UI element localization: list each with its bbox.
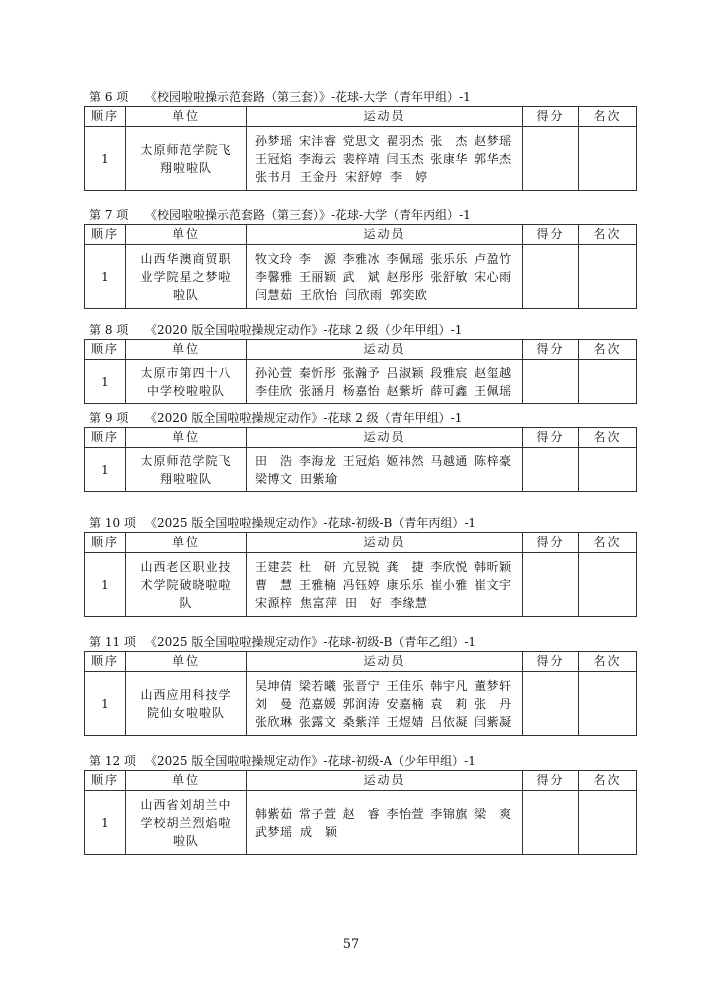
athlete-line — [255, 713, 518, 731]
header-rank: 名次 — [579, 340, 637, 360]
athletes-cell — [247, 360, 523, 404]
athlete-name: 薛可鑫 — [430, 383, 468, 398]
athlete-line — [255, 132, 518, 150]
athlete-name: 张康华 — [430, 151, 468, 166]
athlete-name: 崔小雅 — [430, 577, 468, 592]
header-seq: 顺序 — [85, 771, 126, 791]
athlete-name: 张舒敏 — [430, 269, 468, 284]
table-row — [85, 245, 637, 309]
rank-cell — [579, 448, 637, 492]
athlete-line — [255, 558, 518, 576]
athlete-name: 姬祎然 — [386, 453, 424, 468]
seq-cell: 1 — [85, 127, 126, 191]
header-row — [85, 340, 637, 360]
event-number: 第 7 项 — [89, 208, 129, 222]
athlete-name: 张欣琳 — [255, 714, 293, 729]
athlete-name: 梁若曦 — [298, 678, 337, 693]
seq-cell: 1 — [85, 672, 126, 736]
athlete-name: 袁 莉 — [430, 696, 468, 711]
header-athletes: 运动员 — [247, 771, 523, 791]
athlete-name: 杜 研 — [298, 559, 337, 574]
athlete-name: 成 颖 — [300, 824, 338, 839]
athlete-name: 孙梦瑶 — [255, 133, 293, 148]
athletes-cell — [247, 553, 523, 617]
event-name: 《2020 版全国啦啦操规定动作》-花球 2 级（青年甲组）-1 — [145, 411, 463, 425]
results-table — [84, 651, 637, 736]
athlete-name: 王冠焰 — [255, 151, 293, 166]
event-title — [84, 206, 636, 224]
header-row — [85, 533, 637, 553]
athlete-name: 崔文宇 — [474, 577, 512, 592]
header-row — [85, 652, 637, 672]
results-table — [84, 106, 637, 191]
seq-cell: 1 — [85, 791, 126, 855]
athlete-name: 宋心雨 — [474, 269, 512, 284]
header-unit: 单位 — [126, 107, 247, 127]
athlete-name: 冯钰婷 — [342, 577, 381, 592]
athlete-name: 李海云 — [298, 151, 337, 166]
unit-cell: 太原师范学院飞翔啦啦队 — [126, 448, 247, 492]
athlete-name: 张瀚予 — [342, 365, 381, 380]
event-section — [84, 88, 636, 191]
header-athletes: 运动员 — [247, 225, 523, 245]
athlete-name: 田紫瑜 — [300, 471, 338, 486]
athlete-name: 赵紫圻 — [386, 383, 424, 398]
header-athletes: 运动员 — [247, 428, 523, 448]
header-rank: 名次 — [579, 107, 637, 127]
header-seq: 顺序 — [85, 428, 126, 448]
athlete-name: 亢昱锐 — [342, 559, 381, 574]
athlete-name: 康乐乐 — [386, 577, 424, 592]
athlete-name: 李缘慧 — [390, 595, 428, 610]
header-score: 得分 — [523, 225, 579, 245]
event-title — [84, 752, 636, 770]
athlete-line — [255, 250, 518, 268]
unit-cell: 太原师范学院飞翔啦啦队 — [126, 127, 247, 191]
athlete-name: 宋沣睿 — [298, 133, 337, 148]
table-row — [85, 553, 637, 617]
header-rank: 名次 — [579, 771, 637, 791]
athlete-name: 张乐乐 — [430, 251, 468, 266]
header-score: 得分 — [523, 652, 579, 672]
event-name: 《2025 版全国啦啦操规定动作》-花球-初级-A（少年甲组）-1 — [145, 754, 476, 768]
athlete-line — [255, 805, 518, 823]
athlete-name: 吕依凝 — [430, 714, 468, 729]
athlete-name: 赵彤彤 — [386, 269, 424, 284]
athlete-name: 董梦轩 — [474, 678, 512, 693]
event-number: 第 12 项 — [89, 754, 136, 768]
athlete-line — [255, 677, 518, 695]
results-table — [84, 224, 637, 309]
header-rank: 名次 — [579, 225, 637, 245]
rank-cell — [579, 672, 637, 736]
seq-cell: 1 — [85, 360, 126, 404]
athlete-name: 梁 爽 — [474, 806, 512, 821]
athlete-name: 李欣悦 — [430, 559, 468, 574]
athlete-name: 吴坤倩 — [255, 678, 293, 693]
athlete-name: 马越通 — [430, 453, 468, 468]
athlete-name: 闫慧茹 — [255, 287, 293, 302]
event-name: 《校园啦啦操示范套路（第三套）》-花球-大学（青年丙组）-1 — [145, 208, 471, 222]
athlete-name: 武 斌 — [342, 269, 381, 284]
event-title — [84, 321, 636, 339]
athlete-line — [255, 168, 518, 186]
athlete-name: 王佩瑶 — [474, 383, 512, 398]
event-number: 第 11 项 — [89, 635, 136, 649]
athlete-name: 翟羽杰 — [386, 133, 424, 148]
header-unit: 单位 — [126, 652, 247, 672]
athlete-name: 闫紫凝 — [474, 714, 512, 729]
athletes-cell — [247, 127, 523, 191]
header-row — [85, 225, 637, 245]
athlete-line — [255, 576, 518, 594]
athlete-name: 李海龙 — [298, 453, 337, 468]
unit-cell: 山西老区职业技术学院破晓啦啦队 — [126, 553, 247, 617]
unit-cell: 山西应用科技学院仙女啦啦队 — [126, 672, 247, 736]
event-section — [84, 321, 636, 404]
header-score: 得分 — [523, 533, 579, 553]
results-table — [84, 532, 637, 617]
athlete-name: 张 杰 — [430, 133, 468, 148]
athlete-name: 李佳欣 — [255, 383, 293, 398]
unit-cell: 太原市第四十八中学校啦啦队 — [126, 360, 247, 404]
header-score: 得分 — [523, 340, 579, 360]
event-name: 《2020 版全国啦啦操规定动作》-花球 2 级（少年甲组）-1 — [145, 323, 463, 337]
header-seq: 顺序 — [85, 340, 126, 360]
event-section — [84, 633, 636, 736]
seq-cell: 1 — [85, 448, 126, 492]
athlete-line — [255, 695, 518, 713]
athlete-name: 武梦瑶 — [255, 824, 293, 839]
athlete-name: 秦忻彤 — [298, 365, 337, 380]
event-section — [84, 409, 636, 492]
header-unit: 单位 — [126, 225, 247, 245]
athlete-name: 王煜婧 — [386, 714, 424, 729]
athlete-name: 赵玺越 — [474, 365, 512, 380]
athlete-name: 郭润涛 — [342, 696, 381, 711]
athlete-name: 王欣怡 — [300, 287, 338, 302]
header-unit: 单位 — [126, 771, 247, 791]
header-score: 得分 — [523, 771, 579, 791]
athletes-cell — [247, 791, 523, 855]
header-row — [85, 771, 637, 791]
rank-cell — [579, 245, 637, 309]
table-row — [85, 672, 637, 736]
results-table — [84, 339, 637, 404]
athlete-name: 龚 捷 — [386, 559, 424, 574]
athlete-name: 李馨雅 — [255, 269, 293, 284]
event-section — [84, 206, 636, 309]
event-title — [84, 409, 636, 427]
header-row — [85, 428, 637, 448]
event-number: 第 6 项 — [89, 90, 129, 104]
event-name: 《2025 版全国啦啦操规定动作》-花球-初级-B（青年丙组）-1 — [145, 516, 477, 530]
athlete-name: 宋源梓 — [255, 595, 293, 610]
athlete-name: 李 婷 — [390, 169, 428, 184]
athlete-name: 李雅冰 — [342, 251, 381, 266]
athlete-name: 王丽颖 — [298, 269, 337, 284]
header-row — [85, 107, 637, 127]
athlete-name: 刘 曼 — [255, 696, 293, 711]
page-number: 57 — [342, 937, 360, 952]
athlete-name: 田 好 — [345, 595, 383, 610]
athlete-line — [255, 364, 518, 382]
score-cell — [523, 127, 579, 191]
rank-cell — [579, 360, 637, 404]
rank-cell — [579, 791, 637, 855]
seq-cell: 1 — [85, 245, 126, 309]
results-table — [84, 427, 637, 492]
athlete-name: 赵 睿 — [342, 806, 381, 821]
athlete-name: 王雅楠 — [298, 577, 337, 592]
rank-cell — [579, 553, 637, 617]
athlete-name: 杨嘉怡 — [342, 383, 381, 398]
athlete-name: 王建芸 — [255, 559, 293, 574]
athlete-line — [255, 286, 518, 304]
header-score: 得分 — [523, 107, 579, 127]
athlete-line — [255, 470, 518, 488]
event-name: 《校园啦啦操示范套路（第三套）》-花球-大学（青年甲组）-1 — [145, 90, 471, 104]
header-seq: 顺序 — [85, 533, 126, 553]
event-title — [84, 514, 636, 532]
header-athletes: 运动员 — [247, 340, 523, 360]
athlete-line — [255, 594, 518, 612]
athlete-name: 王金丹 — [300, 169, 338, 184]
athlete-name: 安嘉楠 — [386, 696, 424, 711]
score-cell — [523, 553, 579, 617]
header-seq: 顺序 — [85, 107, 126, 127]
athlete-name: 裴梓靖 — [342, 151, 381, 166]
score-cell — [523, 791, 579, 855]
results-table — [84, 770, 637, 855]
header-unit: 单位 — [126, 533, 247, 553]
athlete-name: 吕淑颖 — [386, 365, 424, 380]
athlete-name: 张书月 — [255, 169, 293, 184]
header-seq: 顺序 — [85, 652, 126, 672]
event-name: 《2025 版全国啦啦操规定动作》-花球-初级-B（青年乙组）-1 — [145, 635, 477, 649]
athlete-name: 赵梦瑶 — [474, 133, 512, 148]
athlete-line — [255, 452, 518, 470]
athlete-name: 宋舒婷 — [345, 169, 383, 184]
athlete-name: 曹 慧 — [255, 577, 293, 592]
athlete-name: 陈梓豪 — [474, 453, 512, 468]
table-row — [85, 791, 637, 855]
table-row — [85, 360, 637, 404]
event-section — [84, 514, 636, 617]
athletes-cell — [247, 448, 523, 492]
athlete-name: 郭华杰 — [474, 151, 512, 166]
table-row — [85, 448, 637, 492]
athlete-name: 韩昕颖 — [474, 559, 512, 574]
athlete-name: 闫欣雨 — [345, 287, 383, 302]
athlete-line — [255, 382, 518, 400]
athlete-name: 段雅宸 — [430, 365, 468, 380]
athlete-line — [255, 268, 518, 286]
athlete-name: 党思文 — [342, 133, 381, 148]
athlete-name: 卢盈竹 — [474, 251, 512, 266]
athlete-name: 李怡萱 — [386, 806, 424, 821]
athlete-name: 张涵月 — [298, 383, 337, 398]
athlete-line — [255, 823, 518, 841]
seq-cell: 1 — [85, 553, 126, 617]
score-cell — [523, 245, 579, 309]
header-score: 得分 — [523, 428, 579, 448]
score-cell — [523, 448, 579, 492]
athlete-line — [255, 150, 518, 168]
unit-cell: 山西省刘胡兰中学校胡兰烈焰啦啦队 — [126, 791, 247, 855]
athlete-name: 张 丹 — [474, 696, 512, 711]
athlete-name: 李佩瑶 — [386, 251, 424, 266]
athlete-name: 郭奕欧 — [390, 287, 428, 302]
event-section — [84, 752, 636, 855]
header-rank: 名次 — [579, 652, 637, 672]
athlete-name: 梁博文 — [255, 471, 293, 486]
header-rank: 名次 — [579, 533, 637, 553]
header-athletes: 运动员 — [247, 533, 523, 553]
athlete-name: 闫玉杰 — [386, 151, 424, 166]
athlete-name: 张晋宁 — [342, 678, 381, 693]
event-number: 第 9 项 — [89, 411, 129, 425]
athletes-cell — [247, 245, 523, 309]
header-athletes: 运动员 — [247, 652, 523, 672]
header-unit: 单位 — [126, 428, 247, 448]
athlete-name: 韩紫茹 — [255, 806, 293, 821]
event-number: 第 8 项 — [89, 323, 129, 337]
athlete-name: 孙沁萱 — [255, 365, 293, 380]
athlete-name: 田 浩 — [255, 453, 293, 468]
athlete-name: 韩宇凡 — [430, 678, 468, 693]
header-athletes: 运动员 — [247, 107, 523, 127]
athlete-name: 桑紫洋 — [342, 714, 381, 729]
table-row — [85, 127, 637, 191]
unit-cell: 山西华澳商贸职业学院星之梦啦啦队 — [126, 245, 247, 309]
score-cell — [523, 360, 579, 404]
athlete-name: 李锦旗 — [430, 806, 468, 821]
event-number: 第 10 项 — [89, 516, 136, 530]
header-unit: 单位 — [126, 340, 247, 360]
athlete-name: 李 源 — [298, 251, 337, 266]
athlete-name: 王冠焰 — [342, 453, 381, 468]
header-rank: 名次 — [579, 428, 637, 448]
rank-cell — [579, 127, 637, 191]
athlete-name: 常子萱 — [298, 806, 337, 821]
athlete-name: 范嘉媛 — [298, 696, 337, 711]
athlete-name: 牧文玲 — [255, 251, 293, 266]
athlete-name: 王佳乐 — [386, 678, 424, 693]
athlete-name: 张露文 — [298, 714, 337, 729]
event-title — [84, 633, 636, 651]
event-title — [84, 88, 636, 106]
header-seq: 顺序 — [85, 225, 126, 245]
score-cell — [523, 672, 579, 736]
athletes-cell — [247, 672, 523, 736]
athlete-name: 焦富萍 — [300, 595, 338, 610]
